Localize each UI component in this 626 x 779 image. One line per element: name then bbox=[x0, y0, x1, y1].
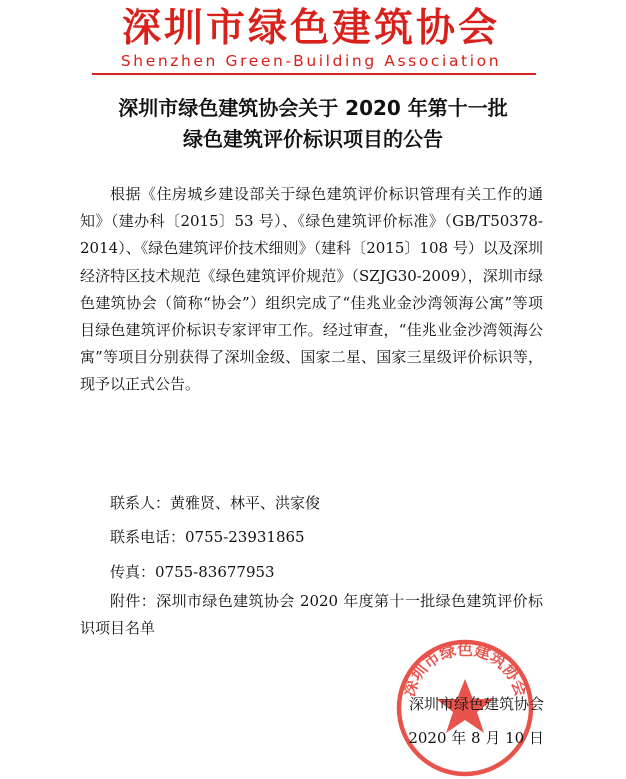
org-name-chinese: 深圳市绿色建筑协会 bbox=[121, 6, 500, 51]
announcement-body: 根据《住房城乡建设部关于绿色建筑评价标识管理有关工作的通知》（建办科〔2015〕53 号）、《绿色建筑评价标准》（GB/T50378-2014）、《绿色建筑评价技术细则》（建科〔2015〕108 号）以及深圳经济特区技术规范《绿色建筑评价规范》（SZJG30-2009），深圳市绿色建筑协会（简称“协会”）组织完成了“佳兆业金沙湾领海公寓”等项目绿色建筑评价标识专家评审工作。经过审查，“佳兆业金沙湾领海公寓”等项目分别获得了深圳金级、国家二星、国家三星级评价标识等，现予以正式公告。 bbox=[80, 185, 543, 394]
document-title-line-2: 绿色建筑评价标识项目的公告 bbox=[183, 127, 443, 151]
attachment-note: 附件：深圳市绿色建筑协会 2020 年度第十一批绿色建筑评价标识项目名单 bbox=[80, 592, 543, 638]
issue-date: 2020 年 8 月 10 日 bbox=[408, 729, 544, 747]
signatory-organization: 深圳市绿色建筑协会 bbox=[408, 695, 544, 713]
letterhead bbox=[0, 0, 626, 82]
contact-persons: 联系人：黄雅贤、林平、洪家俊 bbox=[110, 494, 321, 512]
letterhead-divider bbox=[92, 73, 536, 75]
contact-fax: 传真：0755-83677953 bbox=[110, 563, 275, 581]
contact-phone: 联系电话：0755-23931865 bbox=[110, 528, 305, 546]
seal-text: 深圳市绿色建筑协会 bbox=[399, 639, 531, 699]
org-name-english: Shenzhen Green-Building Association bbox=[120, 52, 502, 70]
document-title-line-1: 深圳市绿色建筑协会关于 2020 年第十一批 bbox=[118, 96, 508, 120]
